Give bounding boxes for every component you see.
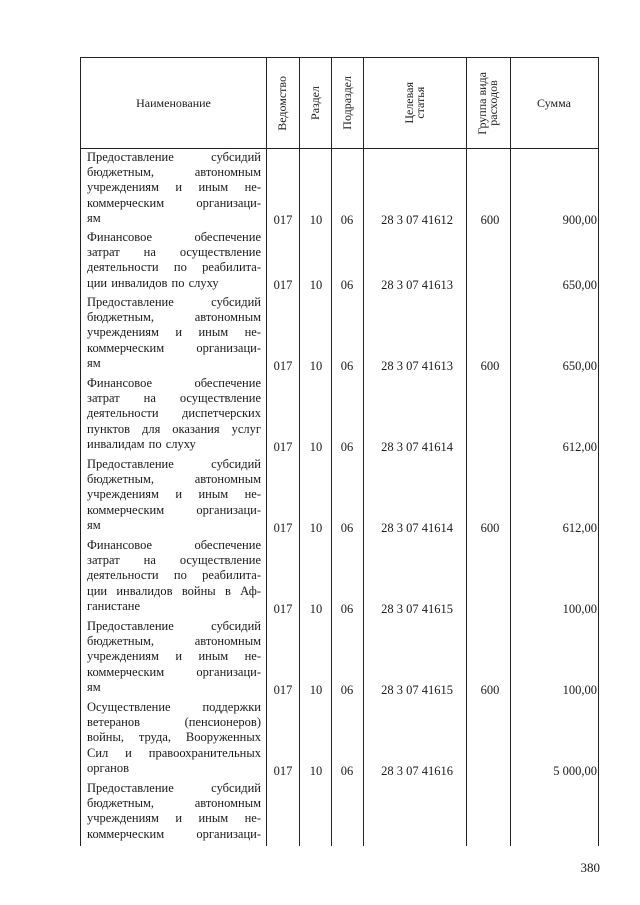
- name-line: ям: [87, 517, 101, 532]
- name-line: ветеранов (пенсионеров): [87, 715, 261, 730]
- row-podrazdel: 06: [340, 602, 354, 616]
- row-razdel: 10: [309, 683, 323, 697]
- name-line: учреждениям и иным не-: [87, 487, 261, 502]
- row-gruppa: 600: [480, 683, 500, 697]
- header-podrazdel: [331, 58, 363, 148]
- header-name-label: Наименование: [136, 95, 211, 110]
- col-divider: [331, 58, 332, 846]
- row-name: [87, 619, 261, 695]
- col-divider: [363, 58, 364, 846]
- budget-table: [80, 57, 599, 846]
- row-name: [87, 230, 261, 291]
- name-line: затрат на осуществление: [87, 553, 261, 568]
- name-line: ции инвалидов по слуху: [87, 275, 219, 290]
- name-line: коммерческим организаци-: [87, 195, 261, 210]
- row-name: [87, 781, 261, 842]
- name-line: Предоставление субсидий: [87, 619, 261, 633]
- name-line: Финансовое обеспечение: [87, 230, 261, 244]
- header-gruppa-line2: расходов: [486, 80, 500, 126]
- name-line: коммерческим организаци-: [87, 340, 261, 355]
- name-line: бюджетным, автономным: [87, 165, 261, 180]
- row-name: [87, 295, 261, 371]
- name-line: ям: [87, 355, 101, 370]
- header-podrazdel-label: Подраздел: [339, 76, 354, 130]
- header-gruppa-label: [477, 72, 499, 135]
- row-celevaya: 28 3 07 41612: [381, 213, 453, 227]
- row-vedomstvo: 017: [273, 683, 293, 697]
- row-celevaya: 28 3 07 41615: [381, 683, 453, 697]
- col-divider: [598, 58, 599, 846]
- row-razdel: 10: [309, 764, 323, 778]
- header-name: [81, 58, 266, 148]
- name-line: Предоставление субсидий: [87, 295, 261, 309]
- row-vedomstvo: 017: [273, 764, 293, 778]
- name-line: учреждениям и иным не-: [87, 325, 261, 340]
- page-number: 380: [580, 860, 600, 875]
- row-vedomstvo: 017: [273, 602, 293, 616]
- row-summa: 5 000,00: [553, 764, 597, 778]
- header-summa-label: Сумма: [537, 95, 571, 110]
- header-gruppa: [466, 58, 510, 148]
- row-razdel: 10: [309, 440, 323, 454]
- name-line: ции инвалидов войны в Аф-: [87, 583, 261, 598]
- row-name: [87, 376, 261, 452]
- name-line: ям: [87, 679, 101, 694]
- row-summa: 650,00: [562, 359, 597, 373]
- row-vedomstvo: 017: [273, 278, 293, 292]
- name-line: коммерческим организаци-: [87, 826, 261, 841]
- name-line: Осуществление поддержки: [87, 700, 261, 714]
- header-vedomstvo: [266, 58, 299, 148]
- row-vedomstvo: 017: [273, 213, 293, 227]
- row-vedomstvo: 017: [273, 521, 293, 535]
- row-celevaya: 28 3 07 41613: [381, 359, 453, 373]
- row-celevaya: 28 3 07 41614: [381, 521, 453, 535]
- row-gruppa: 600: [480, 521, 500, 535]
- row-gruppa: 600: [480, 213, 500, 227]
- name-line: органов: [87, 760, 130, 775]
- row-vedomstvo: 017: [273, 440, 293, 454]
- name-line: затрат на осуществление: [87, 245, 261, 260]
- row-summa: 100,00: [562, 683, 597, 697]
- row-podrazdel: 06: [340, 278, 354, 292]
- name-line: ям: [87, 210, 101, 225]
- name-line: коммерческим организаци-: [87, 502, 261, 517]
- row-summa: 612,00: [562, 440, 597, 454]
- col-divider: [299, 58, 300, 846]
- row-celevaya: 28 3 07 41614: [381, 440, 453, 454]
- name-line: Сил и правоохранительных: [87, 745, 261, 760]
- row-gruppa: 600: [480, 359, 500, 373]
- name-line: Предоставление субсидий: [87, 781, 261, 795]
- row-podrazdel: 06: [340, 521, 354, 535]
- row-podrazdel: 06: [340, 764, 354, 778]
- header-divider: [81, 148, 599, 149]
- row-razdel: 10: [309, 278, 323, 292]
- row-razdel: 10: [309, 213, 323, 227]
- row-name: [87, 457, 261, 533]
- row-podrazdel: 06: [340, 683, 354, 697]
- name-line: пунктов для оказания услуг: [87, 421, 261, 436]
- name-line: ганистане: [87, 598, 141, 613]
- row-summa: 612,00: [562, 521, 597, 535]
- row-summa: 650,00: [562, 278, 597, 292]
- row-name: [87, 700, 261, 776]
- name-line: Предоставление субсидий: [87, 150, 261, 164]
- row-celevaya: 28 3 07 41613: [381, 278, 453, 292]
- name-line: учреждениям и иным не-: [87, 649, 261, 664]
- header-celevaya-line2: статья: [412, 87, 427, 119]
- name-line: бюджетным, автономным: [87, 634, 261, 649]
- name-line: деятельности по реабилита-: [87, 260, 261, 275]
- name-line: бюджетным, автономным: [87, 310, 261, 325]
- row-celevaya: 28 3 07 41616: [381, 764, 453, 778]
- header-celevaya: [363, 58, 466, 148]
- row-razdel: 10: [309, 359, 323, 373]
- header-celevaya-line1: Целевая: [401, 82, 416, 124]
- name-line: учреждениям и иным не-: [87, 811, 261, 826]
- name-line: Финансовое обеспечение: [87, 538, 261, 552]
- name-line: бюджетным, автономным: [87, 472, 261, 487]
- row-vedomstvo: 017: [273, 359, 293, 373]
- row-celevaya: 28 3 07 41615: [381, 602, 453, 616]
- name-line: бюджетным, автономным: [87, 796, 261, 811]
- row-razdel: 10: [309, 602, 323, 616]
- name-line: коммерческим организаци-: [87, 664, 261, 679]
- row-summa: 100,00: [562, 602, 597, 616]
- row-name: [87, 150, 261, 226]
- row-podrazdel: 06: [340, 213, 354, 227]
- header-celevaya-label: [401, 82, 427, 124]
- name-line: учреждениям и иным не-: [87, 180, 261, 195]
- header-vedomstvo-label: Ведомство: [275, 75, 289, 131]
- col-divider: [266, 58, 267, 846]
- row-podrazdel: 06: [340, 440, 354, 454]
- name-line: Предоставление субсидий: [87, 457, 261, 471]
- header-razdel-label: Раздел: [307, 86, 322, 120]
- header-summa: [510, 58, 598, 148]
- name-line: затрат на осуществление: [87, 391, 261, 406]
- row-summa: 900,00: [562, 213, 597, 227]
- row-razdel: 10: [309, 521, 323, 535]
- header-gruppa-line1: Группа вида: [475, 71, 489, 135]
- header-razdel: [299, 58, 331, 148]
- name-line: инвалидам по слуху: [87, 436, 196, 451]
- name-line: деятельности по реабилита-: [87, 568, 261, 583]
- row-podrazdel: 06: [340, 359, 354, 373]
- name-line: войны, труда, Вооруженных: [87, 730, 261, 745]
- name-line: деятельности диспетчерских: [87, 406, 261, 421]
- name-line: Финансовое обеспечение: [87, 376, 261, 390]
- row-name: [87, 538, 261, 614]
